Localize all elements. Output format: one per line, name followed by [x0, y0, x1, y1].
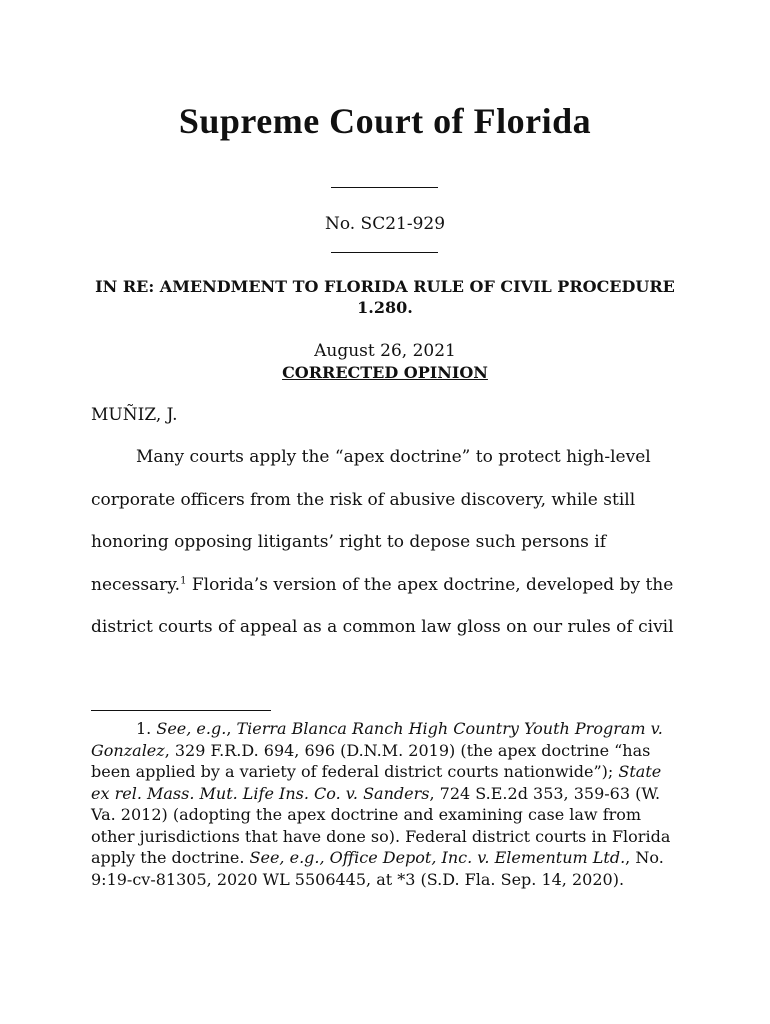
body-text-part-2: Florida’s version of the apex doctrine, developed by the district courts of appeal as a common law gloss on our rules of civil [91, 574, 674, 637]
footnote-reference[interactable]: 1 [180, 574, 187, 586]
footnote-text: , No. 9:19-cv-81305, 2020 WL 5506445, at *3 (S.D. Fla. Sep. 14, 2020). [91, 848, 664, 889]
footnote-text: , [226, 719, 237, 738]
footnote-case-name: State ex rel. Mass. Mut. Life Ins. Co. v. Sanders [91, 762, 662, 803]
footnote-text: , 724 S.E.2d 353, 359-63 (W. Va. 2012) (adopting the apex doctrine and examining case law from other jurisdictions that have done so). Federal district courts in Florida apply the doctrine. [91, 783, 671, 867]
footnote-case-name: Tierra Blanca Ranch High Country Youth Program v. Gonzalez [91, 719, 663, 760]
opinion-author: MUÑIZ, J. [91, 405, 178, 425]
court-name: Supreme Court of Florida [178, 101, 592, 141]
body-text-part-1: Many courts apply the “apex doctrine” to protect high-level corporate officers from the risk of abusive discovery, while still honoring opposing litigants’ right to depose such persons if necessary. [91, 447, 651, 595]
footnote-number: 1. [136, 719, 152, 738]
footnote-signal: See, e.g. [156, 719, 227, 738]
opinion-date: August 26, 2021 [314, 341, 456, 361]
footnote-divider [91, 710, 271, 711]
footnote-text: , 329 F.R.D. 694, 696 (D.N.M. 2019) (the apex doctrine “has been applied by a variety of federal district courts nationwide”); [91, 740, 651, 781]
divider-top [331, 187, 438, 188]
opinion-status: CORRECTED OPINION [282, 363, 488, 382]
opinion-body [91, 436, 691, 649]
footnote-1 [91, 718, 681, 890]
divider-middle [331, 252, 438, 253]
case-number: No. SC21-929 [324, 214, 446, 234]
case-caption: IN RE: AMENDMENT TO FLORIDA RULE OF CIVIL PROCEDURE 1.280. [95, 277, 675, 317]
footnote-case-name: See, e.g., Office Depot, Inc. v. Elementum Ltd. [249, 848, 626, 867]
